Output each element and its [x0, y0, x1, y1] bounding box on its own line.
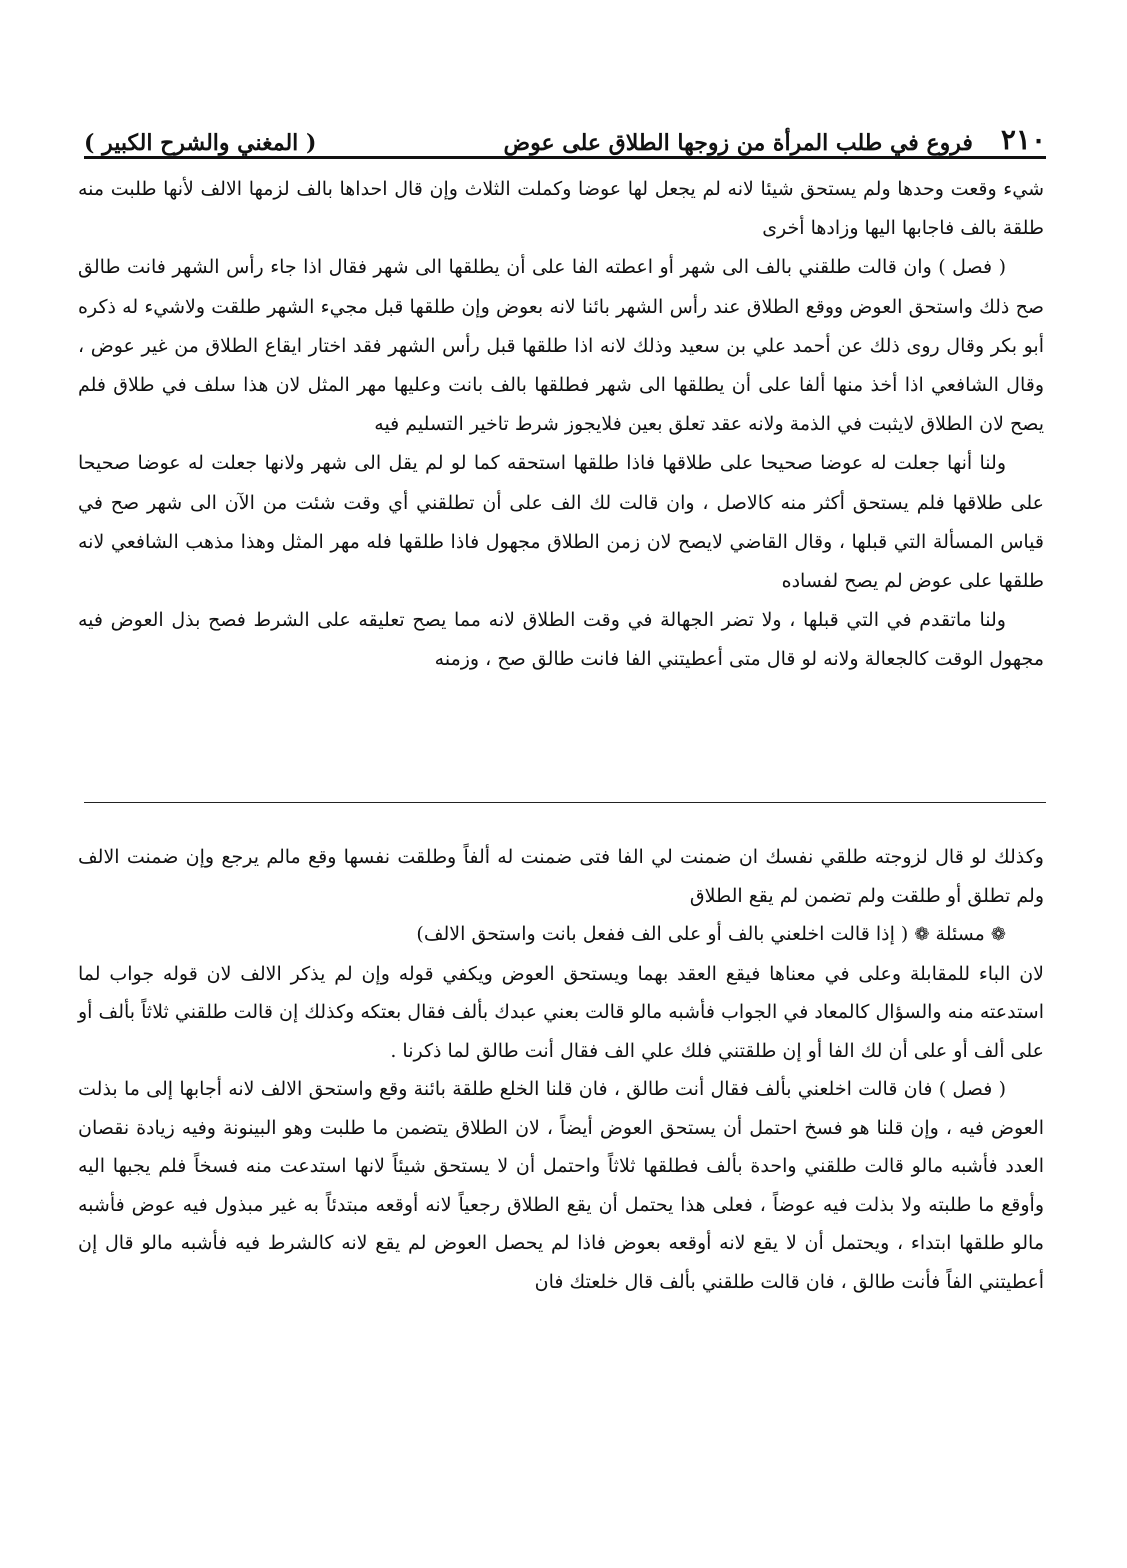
masala-text: ( إذا قالت اخلعني بالف أو على الف ففعل بانت واستحق الالف): [416, 923, 909, 945]
flower-ornament-icon: ❁: [990, 924, 1006, 945]
page-number: ٢١٠: [1000, 123, 1046, 156]
header-rule: [84, 156, 1046, 159]
masala-heading: [78, 915, 1044, 955]
paragraph: ولنا أنها جعلت له عوضا صحيحا على طلاقها فاذا طلقها استحقه كما لو لم يقل الى شهر ولانها جعلت له عوضا صحيحا على طلاقها فلم يستحق أكثر منه كالاصل ، وان قالت لك الف على أن تطلقني أي وقت شئت من الآن الى شهر صح في قياس المسألة التي قبلها ، وقال القاضي لايصح لان زمن الطلاق مجهول فاذا طلقها فله مهر المثل وهذا مذهب الشافعي لانه طلقها على عوض لم يصح لفساده: [78, 452, 1044, 593]
book-title: ( المغني والشرح الكبير ): [84, 130, 317, 156]
paragraph: لان الباء للمقابلة وعلى في معناها فيقع العقد بهما ويستحق العوض ويكفي قوله وإن لم يذكر الالف لان قوله جواب لما استدعته منه والسؤال كالمعاد في الجواب فأشبه مالو قالت بعني عبدك بألف فقال بعتكه وكذلك إن قالت طلقني ثلاثاً بألف أو على ألف أو على أن لك الفا أو إن طلقتني فلك علي الف فقال أنت طالق لما ذكرنا .: [78, 962, 1044, 1062]
lower-text-block: [78, 838, 1044, 1301]
running-header: [84, 112, 1046, 156]
paragraph: ولنا ماتقدم في التي قبلها ، ولا تضر الجهالة في وقت الطلاق لانه مما يصح تعليقه على الشرط فصح بذل العوض فيه مجهول الوقت كالجعالة ولانه لو قال متى أعطيتني الفا فانت طالق صح ، وزمنه: [78, 609, 1044, 671]
paragraph: وكذلك لو قال لزوجته طلقي نفسك ان ضمنت لي الفا فتى ضمنت له ألفاً وطلقت نفسها وقع مالم يرجع وإن ضمنت الالف ولم تطلق أو طلقت ولم تضمن لم يقع الطلاق: [78, 846, 1044, 907]
paragraph: ( فصل ) وان قالت طلقني بالف الى شهر أو اعطته الفا على أن يطلقها الى شهر فقال اذا جاء رأس الشهر فانت طالق صح ذلك واستحق العوض ووقع الطلاق عند رأس الشهر بائنا لانه بعوض وإن طلقها قبل مجيء الشهر طلقت ولاشيء له ذكره أبو بكر وقال روى ذلك عن أحمد علي بن سعيد وذلك لانه اذا طلقها قبل رأس الشهر فقد اختار ايقاع الطلاق من غير عوض ، وقال الشافعي اذا أخذ منها ألفا على أن يطلقها الى شهر فطلقها بالف بانت وعليها مهر المثل لان هذا سلف في طلاق فلم يصح لان الطلاق لايثبت في الذمة ولانه عقد تعلق بعين فلايجوز شرط تاخير التسليم فيه: [78, 256, 1044, 436]
masala-label: مسئلة: [935, 923, 985, 945]
flower-ornament-icon: ❁: [914, 924, 930, 945]
paragraph: شيء وقعت وحدها ولم يستحق شيئا لانه لم يجعل لها عوضا وكملت الثلاث وإن قال احداها بالف لزمها الالف لأنها طلبت منه طلقة بالف فاجابها اليها وزادها أخرى: [78, 178, 1044, 240]
upper-text-block: [78, 170, 1044, 680]
section-divider: [84, 802, 1046, 803]
paragraph: ( فصل ) فان قالت اخلعني بألف فقال أنت طالق ، فان قلنا الخلع طلقة بائنة وقع واستحق الالف لانه أجابها إلى ما بذلت العوض فيه ، وإن قلنا هو فسخ احتمل أن يستحق العوض أيضاً ، لان الطلاق يتضمن ما طلبت وهو البينونة وفيه زيادة نقصان العدد فأشبه مالو قالت طلقني واحدة بألف فطلقها ثلاثاً واحتمل أن لا يستحق شيئاً لانها استدعت منه فسخاً فلم يجبها اليه وأوقع ما طلبته ولا بذلت فيه عوضاً ، فعلى هذا يحتمل أن يقع الطلاق رجعياً لانه أوقعه مبتدئاً به غير مبذول فيه عوض فأشبه مالو طلقها ابتداء ، ويحتمل أن لا يقع لانه أوقعه بعوض فاذا لم يحصل العوض لم يقع لانه كالشرط فيه فأشبه مالو قال إن أعطيتني الفاً فأنت طالق ، فان قالت طلقني بألف قال خلعتك فان: [78, 1078, 1044, 1293]
header-title: فروع في طلب المرأة من زوجها الطلاق على عوض: [503, 130, 973, 156]
